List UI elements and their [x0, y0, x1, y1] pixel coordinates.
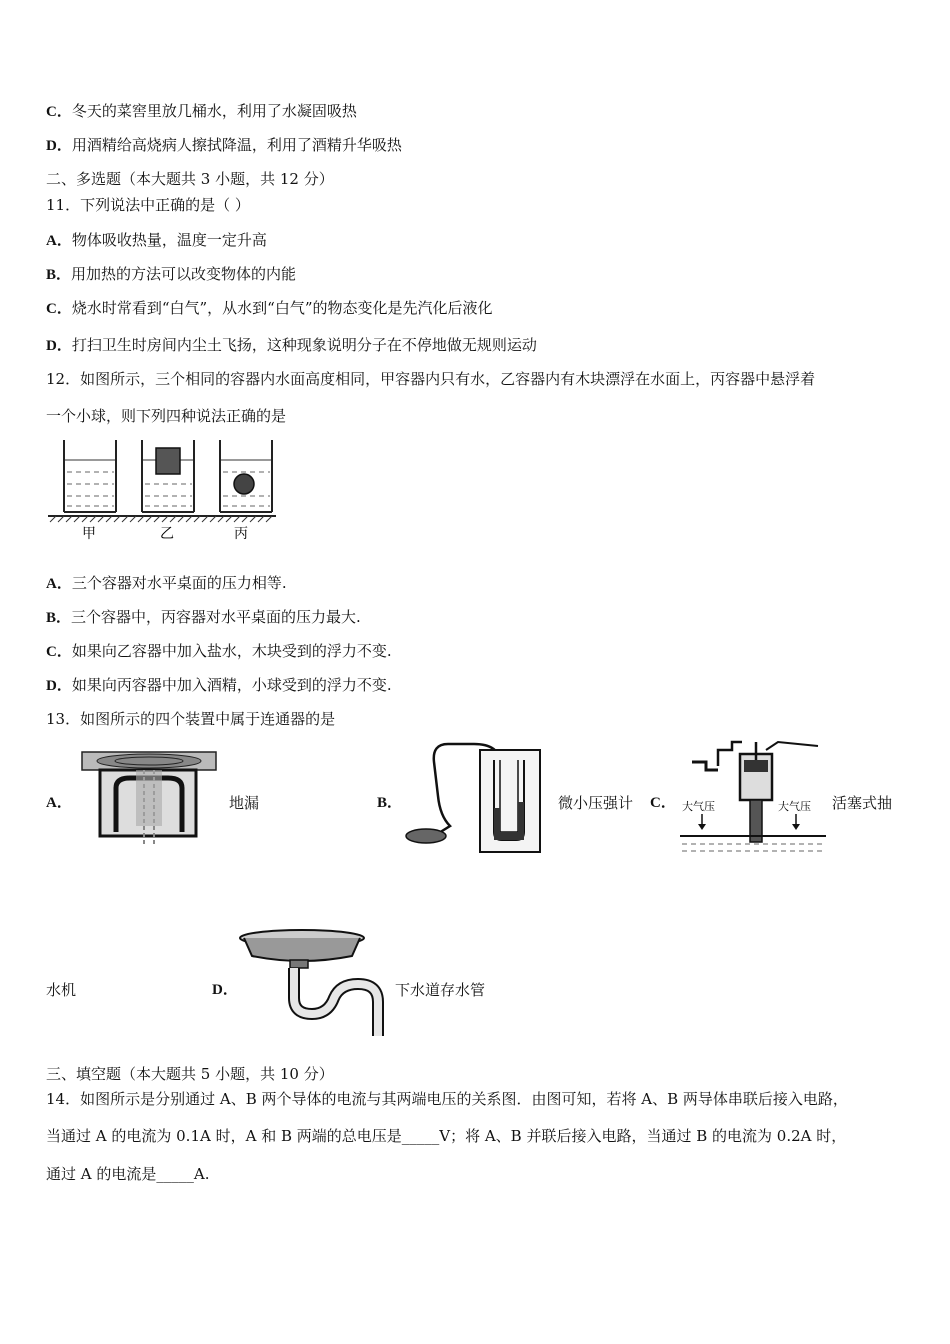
q12-option-a [46, 573, 287, 594]
floor-drain-figure [78, 746, 220, 854]
q13-option-a-label: A． [46, 795, 72, 811]
q12-option-d [46, 675, 392, 696]
option-text: 如果向乙容器中加入盐水，木块受到的浮力不变. [71, 642, 392, 660]
atmospheric-pressure-right: 大气压 [778, 800, 811, 813]
container-jia [64, 440, 116, 512]
q13-option-c-text: 活塞式抽 [832, 794, 893, 812]
q11-option-a [46, 230, 267, 251]
option-text: 打扫卫生时房间内尘土飞扬，这种现象说明分子在不停地做无规则运动 [71, 336, 537, 354]
section-3-title: 三、填空题（本大题共 5 小题，共 10 分） [46, 1065, 334, 1083]
q13-option-b-text: 微小压强计 [558, 794, 634, 812]
drain-trap-figure [236, 926, 392, 1042]
q13-option-d-label: D． [212, 982, 238, 998]
option-label: D． [46, 678, 72, 694]
option-label: D． [46, 338, 72, 354]
q14-line3: 通过 A 的电流是_____A. [46, 1165, 210, 1183]
label-jia: 甲 [82, 526, 96, 542]
option-label: B． [46, 267, 72, 283]
q13-option-c-label: C． [650, 795, 676, 811]
q12-option-c [46, 641, 392, 662]
q11-option-c [46, 298, 493, 319]
manometer-figure [404, 740, 550, 856]
option-label: B． [46, 610, 72, 626]
q13-option-a-text: 地漏 [229, 794, 260, 812]
option-label: D． [46, 138, 72, 154]
q12-containers-figure [44, 436, 280, 544]
q10-option-d [46, 135, 402, 156]
option-text: 用加热的方法可以改变物体的内能 [71, 265, 297, 283]
q14-line2: 当通过 A 的电流为 0.1A 时，A 和 B 两端的总电压是_____V；将 A、B 并联后接入电路，当通过 B 的电流为 0.2A 时， [46, 1127, 847, 1145]
suspended-ball [234, 474, 254, 494]
q13-option-b-label: B． [377, 795, 403, 811]
option-label: A． [46, 233, 72, 249]
option-label: A． [46, 576, 72, 592]
option-text: 用酒精给高烧病人擦拭降温，利用了酒精升华吸热 [71, 136, 402, 154]
option-text: 三个容器对水平桌面的压力相等. [71, 574, 287, 592]
label-bing: 丙 [234, 526, 248, 542]
section-2-title: 二、多选题（本大题共 3 小题，共 12 分） [46, 170, 334, 188]
atmospheric-pressure-left: 大气压 [682, 800, 715, 813]
q12-stem-line1: 12．如图所示，三个相同的容器内水面高度相同，甲容器内只有水，乙容器内有木块漂浮在水面上，丙容器中悬浮着 [46, 370, 816, 388]
q13-option-c-text-cont: 水机 [46, 981, 77, 999]
container-bing [220, 440, 272, 512]
q13-option-d-text: 下水道存水管 [395, 981, 486, 999]
option-text: 如果向丙容器中加入酒精，小球受到的浮力不变. [71, 676, 392, 694]
wood-block [156, 448, 180, 474]
q13-stem: 13．如图所示的四个装置中属于连通器的是 [46, 710, 336, 728]
label-yi: 乙 [160, 526, 174, 542]
q14-line1: 14．如图所示是分别通过 A、B 两个导体的电流与其两端电压的关系图．由图可知，若将 A、B 两导体串联后接入电路， [46, 1090, 848, 1108]
option-label: C． [46, 104, 72, 120]
option-label: C． [46, 301, 72, 317]
option-text: 烧水时常看到“白气”，从水到“白气”的物态变化是先汽化后液化 [71, 299, 493, 317]
piston-pump-figure [678, 740, 828, 856]
option-label: C． [46, 644, 72, 660]
option-text: 冬天的菜窖里放几桶水，利用了水凝固吸热 [71, 102, 357, 120]
q11-option-d [46, 335, 537, 356]
container-yi [142, 440, 194, 512]
q10-option-c [46, 101, 357, 122]
option-text: 三个容器中，丙容器对水平桌面的压力最大. [71, 608, 361, 626]
q11-option-b [46, 264, 296, 285]
q12-stem-line2: 一个小球，则下列四种说法正确的是 [46, 407, 287, 425]
q12-option-b [46, 607, 361, 628]
q11-stem: 11．下列说法中正确的是（ ） [46, 196, 250, 214]
option-text: 物体吸收热量，温度一定升高 [71, 231, 267, 249]
